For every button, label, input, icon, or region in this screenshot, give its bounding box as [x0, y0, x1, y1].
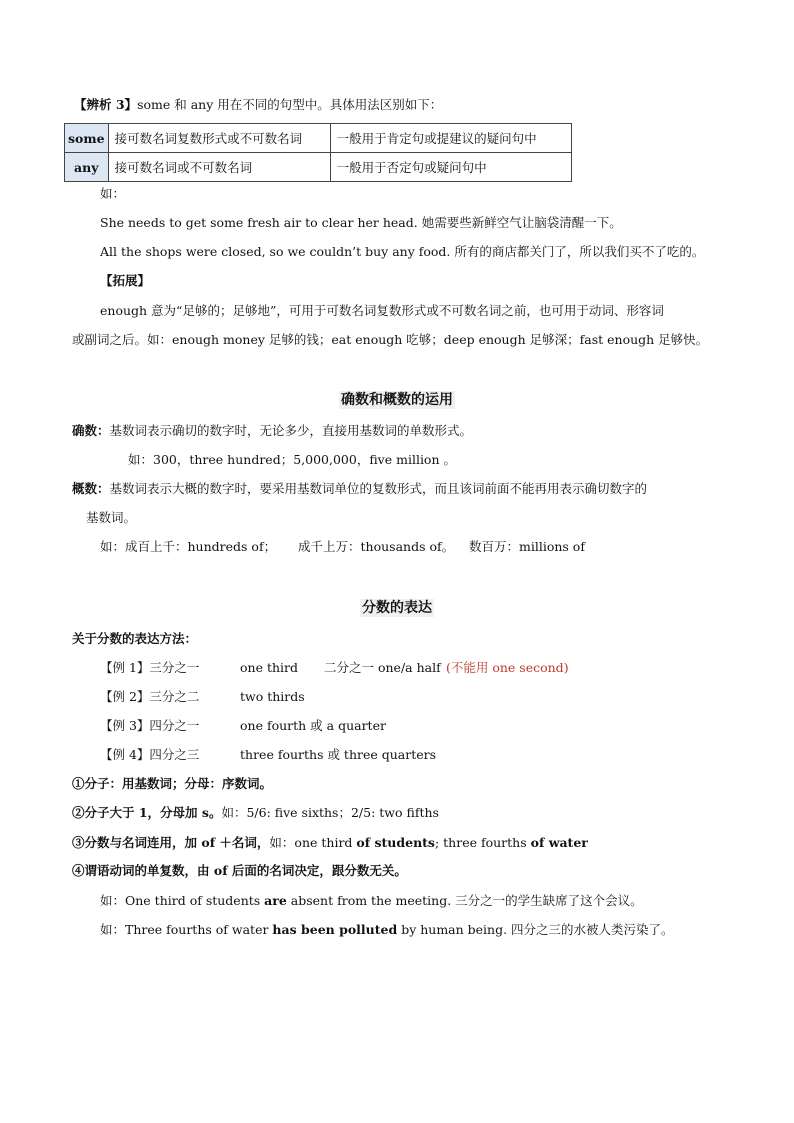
analysis-bracket-label: 【辨析 3】	[74, 97, 138, 112]
fraction-example-3-label: 【例 3】四分之一	[100, 718, 200, 733]
fraction-example-2-label: 【例 2】三分之二	[100, 689, 200, 704]
fraction-example-sentence-1-c: absent from the meeting. 三分之一的学生缺席了这个会议。	[286, 893, 643, 908]
table-cell-word: any	[65, 153, 109, 182]
fraction-example-sentence-2	[100, 921, 674, 939]
example-sentence-2: All the shops were closed, so we couldn’t buy any food. 所有的商店都关门了，所以我们买不了吃的。	[100, 244, 705, 259]
approx-example-3: 数百万：millions of	[469, 539, 585, 554]
table-row	[65, 124, 572, 153]
table-cell-word: some	[65, 124, 109, 153]
approx-text-2: 基数词。	[86, 510, 137, 525]
fraction-rule-4: ④谓语动词的单复数，由 of 后面的名词决定，跟分数无关。	[72, 863, 407, 878]
fraction-example-3-english: one fourth 或 a quarter	[240, 718, 386, 733]
table-row	[65, 153, 572, 182]
fraction-rule-3-bold: ③分数与名词连用，加 of ＋名词，	[72, 835, 270, 850]
numbers-title-text: 确数和概数的运用	[341, 392, 453, 408]
ru-label: 如：	[100, 186, 126, 201]
analysis-heading	[74, 96, 442, 114]
fractions-title	[0, 597, 794, 617]
approx-number-line	[72, 480, 647, 498]
example-sentence-1: She needs to get some fresh air to clear her head. 她需要些新鲜空气让脑袋清醒一下。	[100, 215, 622, 230]
approx-text-1: 基数词表示大概的数字时，要采用基数词单位的复数形式，而且该词前面不能再用表示确切数字的	[109, 481, 648, 496]
fraction-example-sentence-2-a: 如：Three fourths of water	[100, 922, 273, 937]
approx-example-2: 成千上万：thousands of。	[298, 539, 455, 554]
extension-line-1: enough 意为“足够的；足够地”，可用于可数名词复数形式或不可数名词之前，也可用于动词、形容词	[100, 303, 664, 318]
fraction-example-2-english: two thirds	[240, 689, 305, 704]
fraction-rule-3-b: of students	[356, 835, 435, 850]
extension-line-2: 或副词之后。如：enough money 足够的钱；eat enough 吃够；deep enough 足够深；fast enough 足够快。	[72, 332, 709, 347]
fraction-example-sentence-2-verb: has been polluted	[272, 922, 398, 937]
fraction-example-1-label: 【例 1】三分之一	[100, 660, 200, 675]
table-cell-usage: 接可数名词或不可数名词	[108, 153, 330, 182]
fraction-rule-1: ①分子：用基数词；分母：序数词。	[72, 776, 273, 791]
table-cell-sentence-type: 一般用于肯定句或提建议的疑问句中	[330, 124, 571, 153]
approx-example-1: 如：成百上千：hundreds of；	[100, 539, 277, 554]
fraction-rule-2-bold: ②分子大于 1，分母加 s。	[72, 805, 222, 820]
fractions-intro: 关于分数的表达方法：	[72, 631, 198, 646]
fraction-rule-3-c: ; three fourths	[434, 835, 531, 850]
exact-number-line	[72, 422, 472, 440]
fraction-rule-3	[72, 834, 588, 852]
fraction-example-4-english: three fourths 或 three quarters	[240, 747, 437, 762]
fraction-example-sentence-1	[100, 892, 643, 910]
fraction-example-1-english: one third	[240, 660, 298, 675]
some-any-table	[64, 123, 572, 182]
extension-label: 【拓展】	[100, 273, 151, 288]
fraction-example-sentence-1-a: 如：One third of students	[100, 893, 265, 908]
fractions-title-text: 分数的表达	[362, 600, 432, 616]
fraction-example-1-note: (不能用 one second)	[446, 660, 569, 675]
fraction-rule-3-a: 如：one third	[269, 835, 357, 850]
fraction-example-4-label: 【例 4】四分之三	[100, 747, 200, 762]
numbers-title	[0, 389, 794, 409]
exact-example: 如：300，three hundred；5,000,000，five million 。	[128, 452, 456, 467]
fraction-rule-2-rest: 如：5/6: five sixths；2/5: two fifths	[221, 805, 439, 820]
fraction-example-sentence-1-verb: are	[264, 893, 287, 908]
table-cell-usage: 接可数名词复数形式或不可数名词	[108, 124, 330, 153]
exact-label: 确数：	[72, 423, 110, 438]
fraction-rule-3-d: of water	[530, 835, 588, 850]
analysis-heading-text: some 和 any 用在不同的句型中。具体用法区别如下：	[137, 97, 443, 112]
exact-text: 基数词表示确切的数字时，无论多少，直接用基数词的单数形式。	[109, 423, 473, 438]
fraction-example-sentence-2-c: by human being. 四分之三的水被人类污染了。	[397, 922, 674, 937]
fraction-rule-2	[72, 804, 439, 822]
table-cell-sentence-type: 一般用于否定句或疑问句中	[330, 153, 571, 182]
fraction-example-1-extra: 二分之一 one/a half	[324, 660, 441, 675]
approx-label: 概数：	[72, 481, 110, 496]
